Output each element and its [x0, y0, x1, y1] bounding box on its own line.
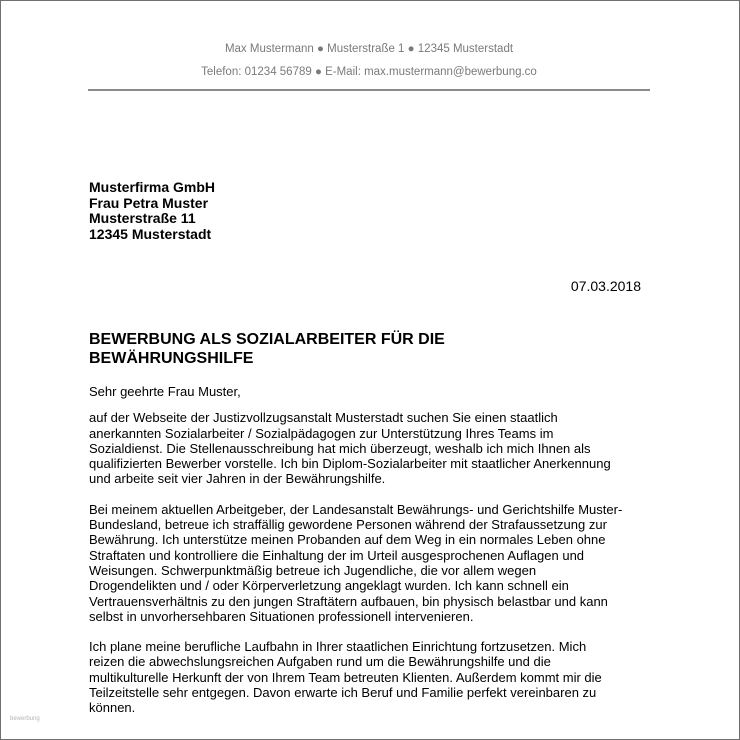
letterhead-contact: Telefon: 01234 56789 ● E-Mail: max.mustermann@bewerbung.co — [201, 66, 537, 78]
text-line: Drogendelikten und / oder Körperverletzung angeklagt wurden. Ich kann schnell ein — [89, 578, 569, 594]
text-line: reizen die abwechslungsreichen Aufgaben rund um die Bewährungshilfe und die — [89, 654, 551, 670]
text-line: Vertrauensverhältnis zu den jungen Straftätern aufbauen, bin physisch belastbar und kann — [89, 593, 608, 609]
text-line: Bewährung. Ich unterstütze meinen Probanden auf dem Weg in ein normales Leben ohne — [89, 532, 606, 548]
salutation: Sehr geehrte Frau Muster, — [89, 384, 241, 399]
subject-line: BEWERBUNG ALS SOZIALARBEITER FÜR DIE — [89, 331, 445, 348]
text-line: qualifizierten Bewerber vorstelle. Ich bin Diplom-Sozialarbeiter mit staatlicher Anerkennung — [89, 456, 611, 472]
text-line: anerkannten Sozialarbeiter / Sozialpädagogen zur Unterstützung Ihres Teams im — [89, 425, 554, 441]
recipient-city: 12345 Musterstadt — [89, 225, 212, 242]
letter-body — [89, 384, 651, 731]
paragraph-motivation — [89, 639, 651, 715]
subject-line: BEWÄHRUNGSHILFE — [89, 350, 254, 367]
text-line: Ich plane meine berufliche Laufbahn in Ihrer staatlichen Einrichtung fortzusetzen. Mich — [89, 639, 587, 655]
text-line: Bei meinem aktuellen Arbeitgeber, der Landesanstalt Bewährungs- und Gerichtshilfe Muster- — [89, 501, 623, 517]
text-line: Weisungen. Schwerpunktmäßig betreue ich Jugendliche, die vor allem wegen — [89, 562, 537, 578]
recipient-street: Musterstraße 11 — [89, 210, 196, 226]
text-line: Straftaten und kontrolliere die Einhaltung der im Urteil ausgesprochenen Auflagen und — [89, 547, 585, 563]
paragraph-experience — [89, 502, 651, 624]
recipient-person: Frau Petra Muster — [89, 194, 209, 211]
recipient-company: Musterfirma GmbH — [89, 179, 216, 195]
text-line: und arbeite seit vier Jahren in der Bewährungshilfe. — [89, 471, 386, 487]
text-line: Sozialdienst. Die Stellenausschreibung hat mich überzeugt, weshalb ich mich Ihnen als — [89, 440, 591, 456]
letter-date: 07.03.2018 — [570, 278, 641, 294]
text-line: können. — [89, 700, 136, 716]
text-line: auf der Webseite der Justizvollzugsanstalt Musterstadt suchen Sie einen staatlich — [89, 410, 558, 426]
text-line: selbst in unvorhersehbaren Situationen professionell intervenieren. — [89, 608, 474, 624]
letterhead-divider — [88, 89, 650, 91]
paragraph-intro — [89, 410, 651, 486]
text-line: Bundesland, betreue ich straffällig gewordene Personen während der Strafaussetzung zur — [89, 517, 607, 533]
text-line: Teilzeitstelle sehr entgegen. Davon erwarte ich Beruf und Familie perfekt vereinbaren zu — [89, 685, 597, 701]
recipient-address — [89, 180, 215, 242]
text-line: multikulturelle Herkunft der von Ihrem Team betreuten Klienten. Außerdem kommt mir die — [89, 669, 602, 685]
letterhead-sender-address: Max Mustermann ● Musterstraße 1 ● 12345 Musterstadt — [224, 43, 514, 55]
corner-watermark: bewerbung — [10, 716, 40, 722]
letter-subject — [89, 330, 649, 368]
